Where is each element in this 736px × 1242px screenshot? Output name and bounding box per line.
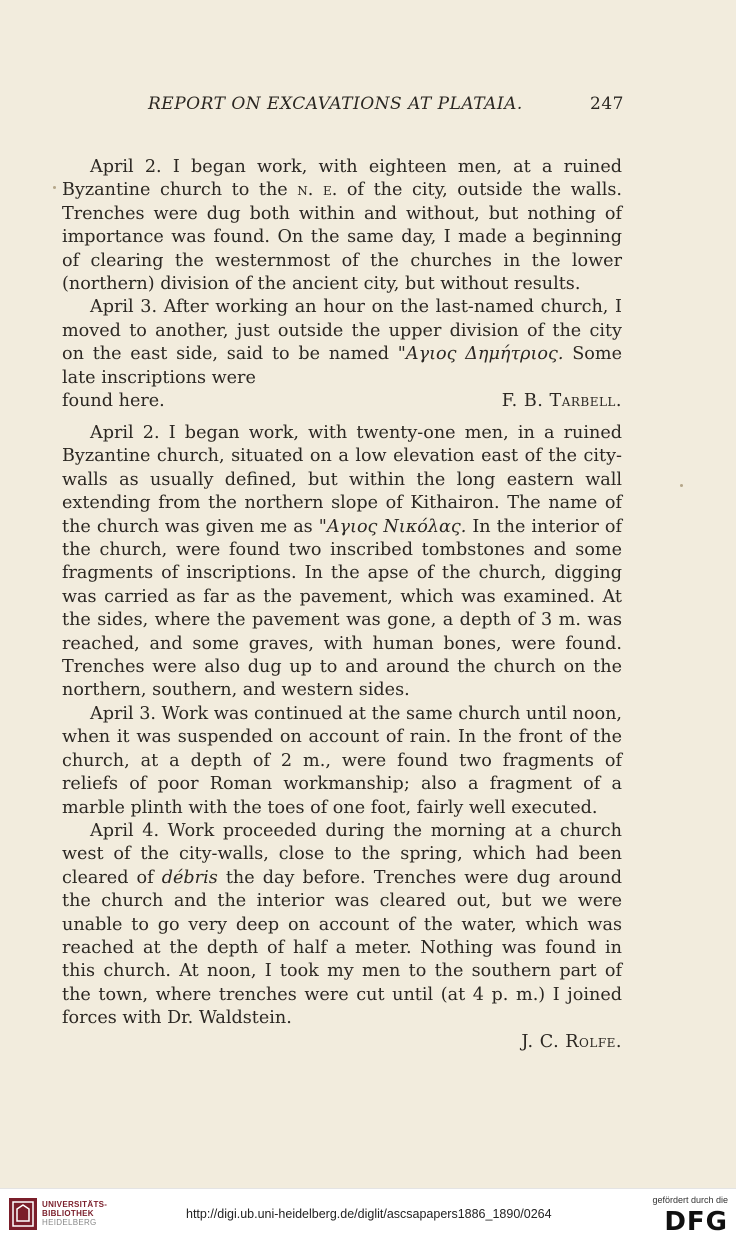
text-run: April 4. Work proceeded during the morning at a church west of the city-walls, close to the spring, which had been cleared of xyxy=(62,820,622,888)
library-name xyxy=(42,1200,107,1227)
text-run: April 2. I began work, with eighteen men, at a ruined Byzantine church to the xyxy=(62,157,622,201)
text-run: of the city, outside the walls. Trenches were dug both within and without, but nothing of importance was found. On the same day, I made a beginning of clearing the westernmost of the churches in the lower (northern) division of the ancient city, but without results. xyxy=(62,180,623,295)
text-run: Some late inscriptions were xyxy=(62,344,622,388)
university-seal-icon xyxy=(8,1197,38,1231)
running-title: REPORT ON EXCAVATIONS AT PLATAIA. xyxy=(148,94,523,114)
greek-name: "Αγιος Νικόλας. xyxy=(318,516,467,537)
text-run: In the interior of the church, were found two inscribed tombstones and some fragments of inscriptions. In the apse of the church, digging was carried as far as the pavement, which was examined. At the sides, where the pavement was gone, a depth of 3 m. was reached, and some graves, with human bones, were found. Trenches were also dug up to and around the church on the northern, southern, and western sides. xyxy=(62,516,623,701)
signature: J. C. Rolfe. xyxy=(521,1031,622,1052)
text-run: found here. xyxy=(62,391,165,412)
library-line: UNIVERSITÄTS- xyxy=(42,1200,108,1209)
direction-abbrev: n. e. xyxy=(297,180,338,201)
paragraph xyxy=(62,156,622,296)
paragraph xyxy=(62,296,622,390)
digitization-footer xyxy=(0,1188,736,1242)
paper-blemish xyxy=(53,186,56,189)
italic-word: débris xyxy=(161,867,218,888)
text-run: April 3. After working an hour on the last-named church, I moved to another, just outside the upper division of the city on the east side, said to be named xyxy=(62,297,622,365)
tarbell-report xyxy=(62,156,622,413)
dfg-logo: DFG xyxy=(664,1207,728,1237)
paragraph: April 3. Work was continued at the same church until noon, when it was suspended on account of rain. In the front of the church, at a depth of 2 m., were found two fragments of reliefs of poor Roman workmanship; also a fragment of a marble plinth with the toes of one foot, fairly well executed. xyxy=(62,703,622,818)
funding-label: gefördert durch die xyxy=(652,1195,728,1205)
paragraph xyxy=(62,820,622,1031)
paragraph-with-signature xyxy=(62,390,622,413)
library-line: HEIDELBERG xyxy=(42,1218,97,1227)
signature: F. B. Tarbell. xyxy=(501,391,622,412)
permalink[interactable]: http://digi.ub.uni-heidelberg.de/diglit/ascsapapers1886_1890/0264 xyxy=(186,1207,552,1221)
paragraph xyxy=(62,422,622,703)
page-number: 247 xyxy=(590,94,624,114)
text-run: the day before. Trenches were dug around the church and the interior was cleared out, but we were unable to go very deep on account of the water, which was reached at the depth of half a meter. Nothing was found in this church. At noon, I took my men to the southern part of the town, where trenches were cut until (at 4 p. m.) I joined forces with Dr. Waldstein. xyxy=(62,867,622,1029)
page-header xyxy=(88,94,624,118)
paper-blemish xyxy=(680,484,683,487)
text-run: April 2. I began work, with twenty-one men, in a ruined Byzantine church, situated on a low elevation east of the city-walls as usually defined, but within the long eastern wall extending from the northern slope of Kithairon. The name of the church was given me as xyxy=(62,423,622,537)
library-line: BIBLIOTHEK xyxy=(42,1209,94,1218)
greek-name: "Αγιος Δημήτριος. xyxy=(397,344,564,365)
rolfe-report xyxy=(62,422,622,1054)
